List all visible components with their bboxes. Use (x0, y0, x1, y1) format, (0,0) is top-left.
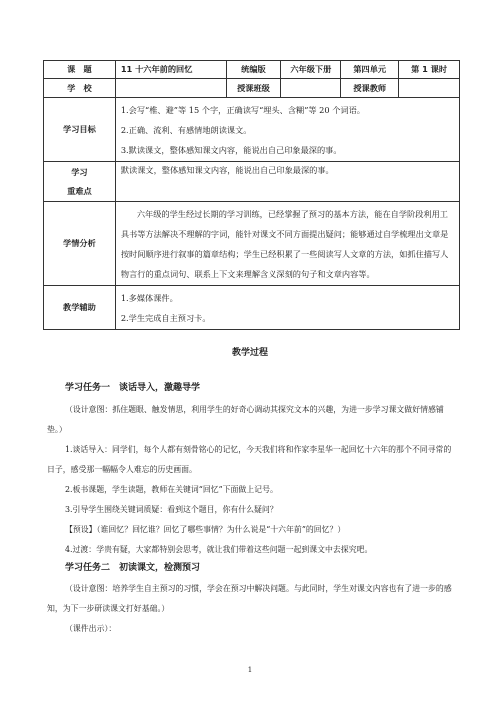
label-school: 学 校 (44, 79, 116, 98)
school-value (115, 79, 226, 98)
task1-heading: 学习任务一 谈话导入，激趣导学 (65, 383, 201, 393)
preset-text: （谁回忆？回忆谁？回忆了哪些事情？为什么说是“十六年前”的回忆？） (96, 525, 346, 534)
task2-courseware: （课件出示）： (65, 624, 117, 633)
label-topic: 课 题 (44, 61, 116, 79)
goals-cell (115, 98, 459, 162)
task1-step3: 3.引导学生围绕关键词质疑：看到这个题目，你有什么疑问？ (65, 505, 278, 514)
task1-preset (47, 520, 457, 540)
task1-step4: 4.过渡：学贵有疑，大家都特别会思考，就让我们带着这些问题一起到课文中去探究吧。 (65, 545, 373, 554)
task1-step2: 2.板书课题，学生读题，教师在关键词“回忆”下面做上记号。 (65, 485, 278, 494)
task1-step1: 1.谈话导入：同学们，每个人都有刻骨铭心的记忆，今天我们将和作家李星华一起回忆十六年的那个不同寻常的日子，感受那一幅幅令人难忘的历史画面。 (47, 445, 452, 474)
goal-item: 2.正确、流利、有感情地朗读课文。 (120, 124, 252, 135)
goal-item: 1.会写“椎、避”等 15 个字，正确读写“埋头、含糊”等 20 个词语。 (120, 104, 365, 115)
task2-design-intent: （设计意图：培养学生自主预习的习惯，学会在预习中解决问题。与此同时，学生对课文内容也有了进一步的感知，为下一步研读课文打好基础。） (47, 584, 452, 613)
table-row-goals (44, 98, 460, 162)
goal-item: 3.默读课文，整体感知课文内容，能说出自己印象最深的事。 (120, 144, 342, 155)
page-number: 1 (247, 666, 253, 674)
label-analysis: 学情分析 (44, 202, 116, 286)
aid-item: 2.学生完成自主预习卡。 (120, 312, 211, 323)
label-teacher: 授课教师 (341, 79, 399, 98)
label-goals: 学习目标 (44, 98, 116, 162)
grade: 六年级下册 (281, 61, 341, 79)
label-class: 授课班级 (226, 79, 281, 98)
edition: 统编版 (226, 61, 281, 79)
section-title: 教学过程 (231, 348, 268, 358)
class-value (281, 79, 341, 98)
lesson-title: 11 十六年前的回忆 (115, 61, 226, 79)
table-row-title (44, 61, 460, 79)
label-key-line1: 学习 (71, 166, 88, 177)
teacher-value (399, 79, 460, 98)
analysis-text: 六年级的学生经过长期的学习训练，已经掌握了预习的基本方法，能在自学阶段利用工具书等方法解决不理解的字词，能针对课文不同方面提出疑问；能够通过自学梳理出文章是按时间顺序进行叙事的篇章结构；学生已经积累了一些阅读写人文章的方法，如抓住描写人物言行的重点词句、联系上下文来理解含义深刻的句子和文章内容等。 (115, 202, 459, 286)
lesson-info-table (43, 60, 460, 330)
table-row-key-points (44, 162, 460, 202)
aids-cell (115, 286, 459, 330)
label-key-line2: 重难点 (67, 185, 92, 196)
aid-item: 1.多媒体课件。 (120, 292, 178, 303)
table-row-aids (44, 286, 460, 330)
table-row-school (44, 79, 460, 98)
label-key-points (44, 162, 116, 202)
task2-heading: 学习任务二 初读课文，检测预习 (65, 563, 201, 573)
label-aids: 教学辅助 (44, 286, 116, 330)
unit: 第四单元 (341, 61, 399, 79)
key-points-text: 默读课文，整体感知课文内容，能说出自己印象最深的事。 (115, 162, 459, 202)
preset-tag: 【预设】 (65, 525, 97, 534)
table-row-analysis (44, 202, 460, 286)
task1-design-intent: （设计意图：抓住题眼、触发情思，利用学生的好奇心调动其探究文本的兴趣，为进一步学习课文做好情感铺垫。） (47, 405, 444, 434)
lesson-period: 第 1 课时 (399, 61, 460, 79)
